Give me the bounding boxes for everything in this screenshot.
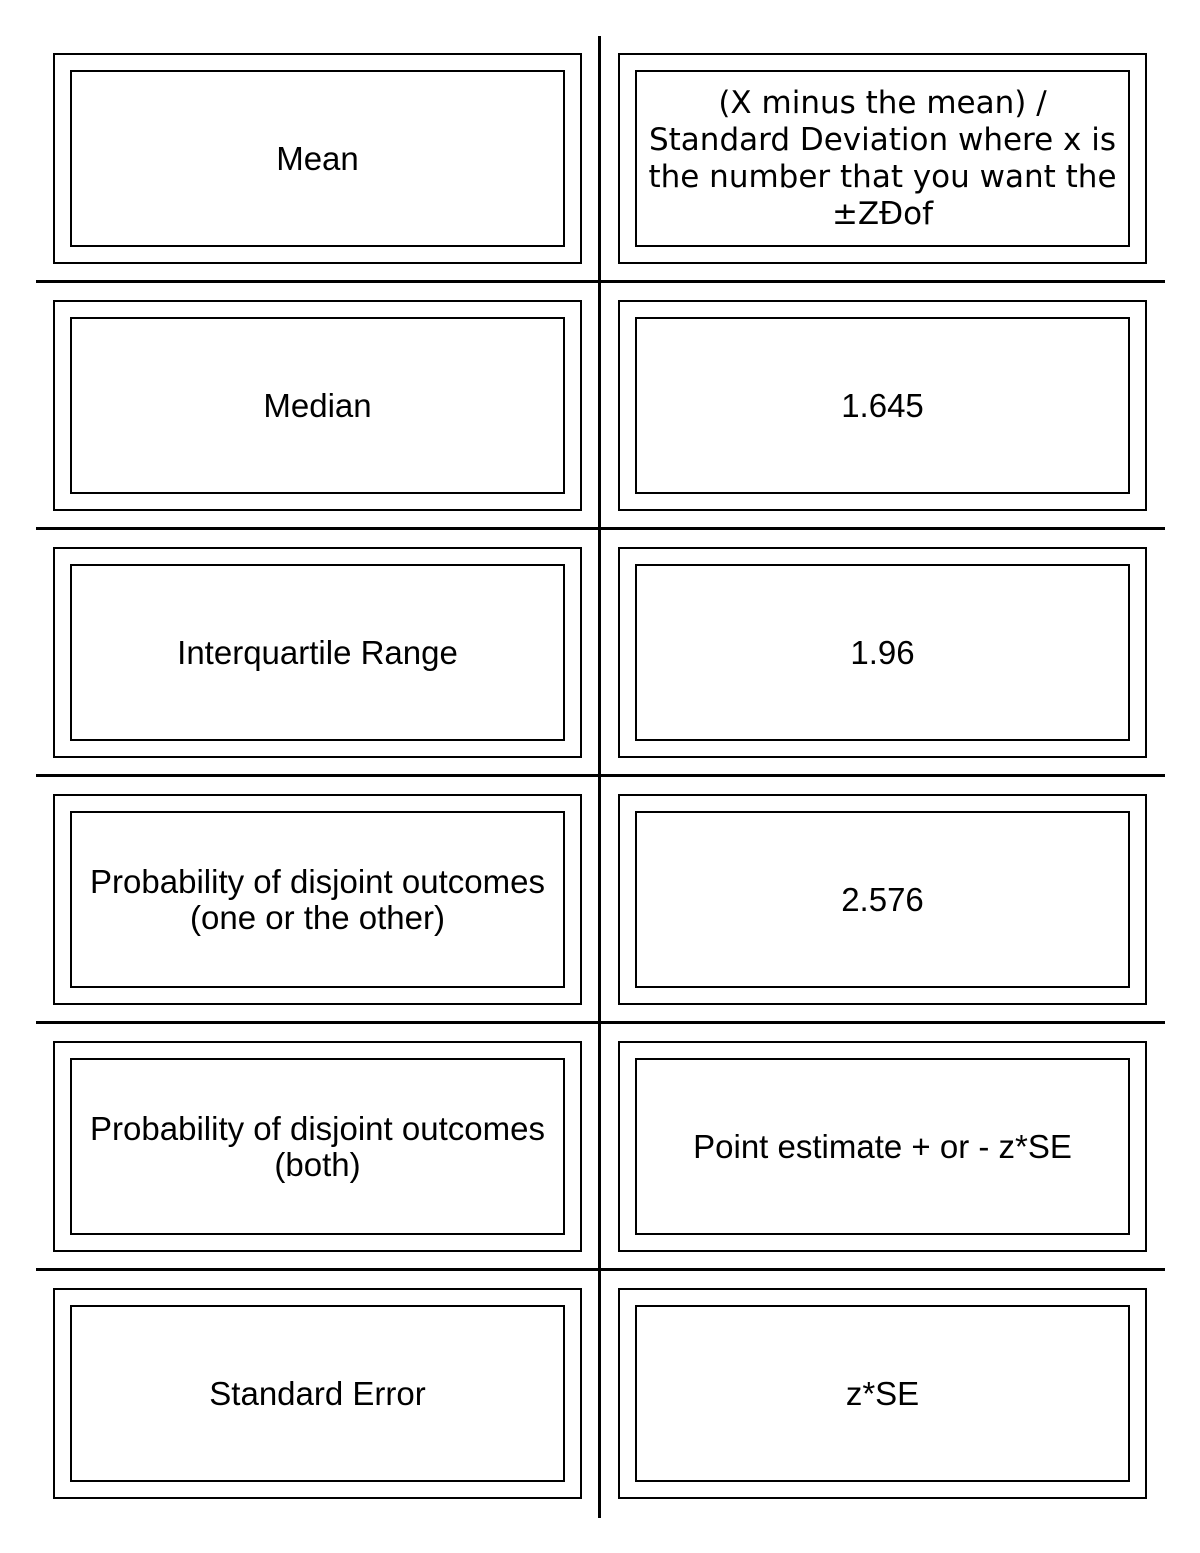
definition-text: 2.576 xyxy=(841,880,924,918)
definition-card-1 xyxy=(618,53,1147,264)
definition-text: z*SE xyxy=(845,1374,920,1412)
definition-text: (X minus the mean) / Standard Deviation where x is the number that you want the ±ZĐof xyxy=(648,84,1117,232)
term-text: Interquartile Range xyxy=(177,633,458,671)
term-card-1 xyxy=(53,53,582,264)
term-text: Median xyxy=(263,386,372,424)
row-cut-line xyxy=(36,774,1165,777)
definition-text: 1.96 xyxy=(850,633,915,671)
term-text: Standard Error xyxy=(209,1374,426,1412)
term-card-3 xyxy=(53,547,582,758)
term-card-5 xyxy=(53,1041,582,1252)
definition-card-2 xyxy=(618,300,1147,511)
row-cut-line xyxy=(36,1268,1165,1271)
row-cut-line xyxy=(36,280,1165,283)
term-text: Probability of disjoint outcomes (one or the other) xyxy=(90,862,545,936)
term-card-6 xyxy=(53,1288,582,1499)
term-text: Probability of disjoint outcomes (both) xyxy=(90,1109,545,1183)
definition-text: 1.645 xyxy=(841,386,924,424)
row-cut-line xyxy=(36,1021,1165,1024)
center-cut-line xyxy=(598,36,601,1518)
term-card-4 xyxy=(53,794,582,1005)
definition-card-5 xyxy=(618,1041,1147,1252)
term-text: Mean xyxy=(276,139,359,177)
definition-text: Point estimate + or - z*SE xyxy=(693,1127,1072,1165)
row-cut-line xyxy=(36,527,1165,530)
definition-card-6 xyxy=(618,1288,1147,1499)
definition-card-4 xyxy=(618,794,1147,1005)
definition-card-3 xyxy=(618,547,1147,758)
term-card-2 xyxy=(53,300,582,511)
